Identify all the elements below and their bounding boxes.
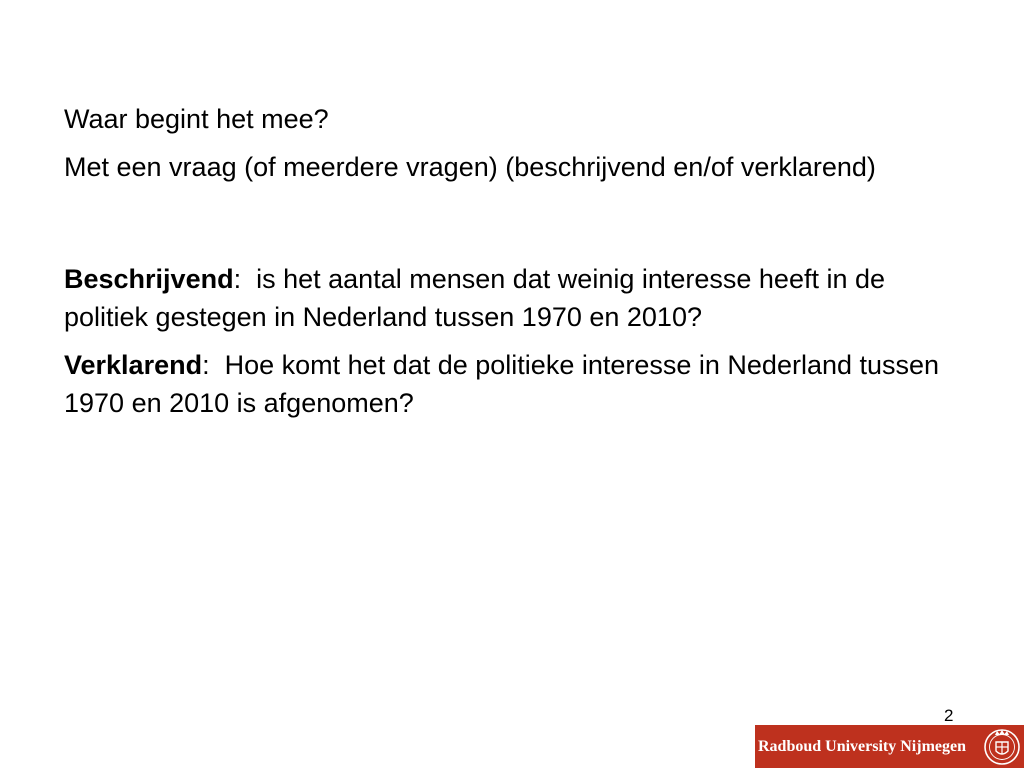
- explanatory-term: Verklarend: [64, 350, 203, 380]
- explanatory-paragraph: [64, 346, 964, 422]
- intro-answer: Met een vraag (of meerdere vragen) (beschrijvend en/of verklarend): [64, 152, 876, 182]
- page-number: 2: [944, 706, 954, 725]
- university-seal-icon: [982, 726, 1022, 767]
- paragraph-spacer: [64, 196, 964, 260]
- descriptive-paragraph: [64, 260, 964, 336]
- explanatory-text: Hoe komt het dat de politieke interesse in Nederland tussen 1970 en 2010 is afgenomen?: [64, 350, 940, 418]
- university-logo-text: Radboud University Nijmegen: [758, 737, 967, 755]
- descriptive-text: is het aantal mensen dat weinig interesse heeft in de politiek gestegen in Nederland tussen 1970 en 2010?: [64, 264, 886, 332]
- descriptive-term: Beschrijvend: [64, 264, 234, 294]
- university-logo-bar: [755, 725, 1024, 768]
- descriptive-separator: :: [233, 264, 242, 294]
- intro-question: Waar begint het mee?: [64, 104, 329, 134]
- slide-body: [64, 100, 964, 432]
- explanatory-separator: :: [202, 350, 210, 380]
